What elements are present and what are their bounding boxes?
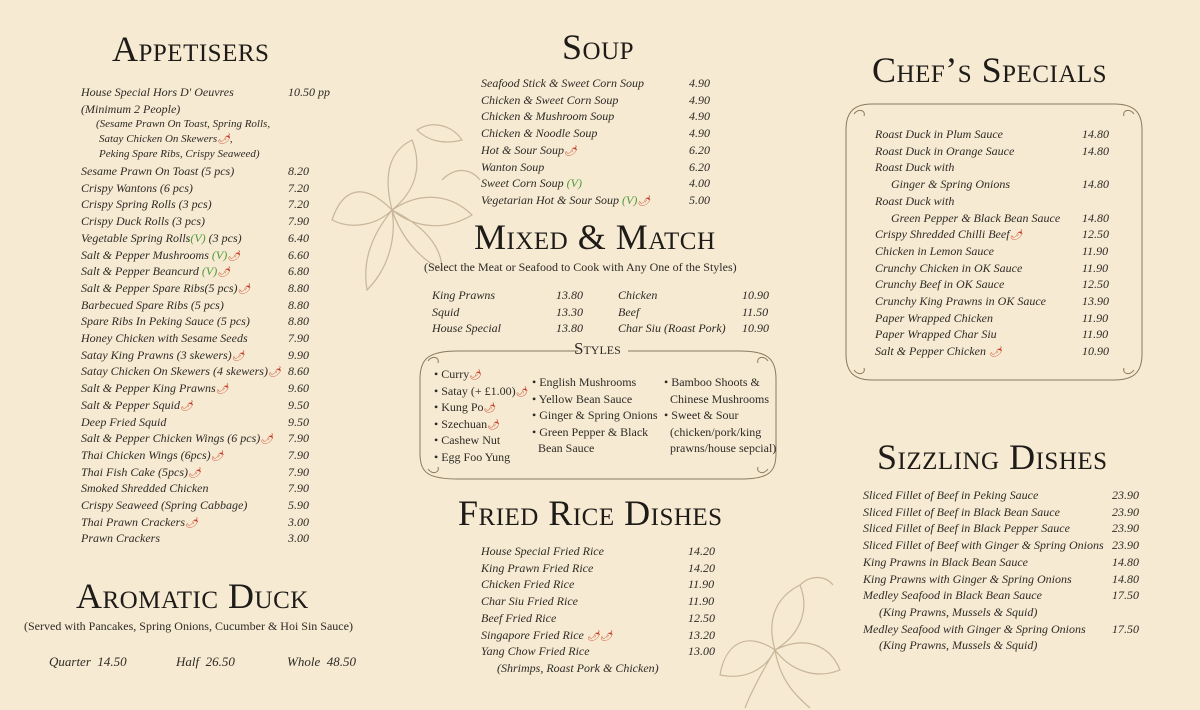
style-option: • Yellow Bean Sauce — [532, 391, 633, 406]
item-price: 4.00 — [689, 176, 710, 191]
item-name-text: Wanton Soup — [481, 159, 545, 174]
item-price: 13.30 — [556, 304, 583, 319]
item-price: 7.90 — [288, 431, 309, 446]
section-title-soup: Soup — [562, 27, 635, 67]
item-name — [481, 593, 578, 610]
chili-pepper-icon: 🌶 — [237, 283, 251, 295]
item-name-text: King Prawns with Ginger & Spring Onions — [863, 571, 1072, 586]
section-title-aromatic-duck: Aromatic Duck — [76, 576, 309, 616]
item-price: 11.90 — [1082, 260, 1109, 275]
style-option: • Green Pepper & Black — [532, 424, 649, 439]
item-name — [863, 571, 1072, 588]
item-name — [863, 554, 1028, 571]
item-name-text: House Special — [432, 321, 501, 336]
item-name-text: Crunchy Chicken in OK Sauce — [875, 260, 1023, 275]
chili-pepper-icon: 🌶 — [483, 403, 497, 415]
item-name-text: Prawn Crackers — [81, 531, 160, 546]
item-name — [481, 576, 574, 593]
item-name — [432, 320, 501, 337]
style-option: • Sweet & Sour — [664, 408, 739, 423]
appetiser-note: Satay Chicken On Skewers🌶, — [99, 133, 233, 145]
style-option: • Cashew Nut — [434, 433, 501, 448]
section-title-mixed-match: Mixed & Match — [474, 217, 716, 257]
item-price: 11.50 — [742, 304, 769, 319]
item-name — [481, 643, 590, 660]
item-name — [863, 537, 1104, 554]
item-name — [875, 143, 1014, 160]
item-name — [875, 293, 1046, 310]
item-name — [879, 604, 1037, 621]
item-price: 3.00 — [288, 531, 309, 546]
item-name-text: Vegetarian Hot & Sour Soup — [481, 192, 622, 207]
item-price: 10.50 pp — [288, 85, 330, 99]
item-price: 13.80 — [556, 321, 583, 336]
style-option: (chicken/pork/king — [664, 424, 762, 439]
item-price: 10.90 — [742, 321, 769, 336]
item-name — [891, 210, 1060, 227]
rice-note: (Shrimps, Roast Pork & Chicken) — [497, 660, 659, 675]
item-name-text: Roast Duck with — [875, 160, 955, 175]
appetiser-note: (Sesame Prawn On Toast, Spring Rolls, — [96, 118, 271, 130]
item-price: 8.80 — [288, 314, 309, 329]
item-name — [481, 560, 593, 577]
item-price: 8.80 — [288, 280, 309, 295]
item-name — [481, 192, 650, 211]
item-name-text: Beef — [618, 304, 640, 319]
item-price: 11.90 — [1082, 243, 1109, 258]
item-name — [863, 504, 1060, 521]
item-name-text: Salt & Pepper Spare Ribs(5 pcs) — [81, 280, 238, 295]
chili-pepper-icon: 🌶 — [215, 384, 229, 396]
item-name — [81, 480, 209, 497]
item-name-text: (King Prawns, Mussels & Squid) — [879, 604, 1038, 619]
chili-pepper-icon: 🌶 — [1009, 230, 1023, 242]
item-name-text: Medley Seafood in Black Bean Sauce — [863, 588, 1042, 603]
duck-note: (Served with Pancakes, Spring Onions, Cucumber & Hoi Sin Sauce) — [24, 619, 353, 633]
item-name-text: Chicken — [618, 288, 658, 302]
item-price: 6.40 — [288, 230, 309, 245]
item-name-text: Sesame Prawn On Toast (5 pcs) — [81, 164, 235, 178]
item-name — [481, 543, 604, 560]
item-name-text: Vegetable Spring Rolls — [81, 230, 191, 245]
item-price: 4.90 — [689, 76, 710, 90]
item-name — [481, 108, 614, 125]
item-name-text: Sliced Fillet of Beef in Black Bean Sauce — [863, 504, 1060, 519]
style-option: • Curry🌶 — [434, 367, 482, 381]
style-option: prawns/house sepcial) — [664, 441, 777, 456]
item-price: 11.90 — [1082, 327, 1109, 342]
item-price: 14.80 — [1112, 554, 1139, 569]
item-name-text: Deep Fried Squid — [81, 414, 167, 429]
style-option: • Satay (+ £1.00)🌶 — [434, 383, 529, 398]
chili-pepper-icon: 🌶 — [515, 386, 529, 398]
item-price: 12.50 — [688, 610, 715, 625]
chili-pepper-icon: 🌶 — [217, 134, 230, 145]
chili-pepper-icon: 🌶 — [231, 350, 245, 362]
item-name-text: Crunchy King Prawns in OK Sauce — [875, 294, 1046, 308]
item-name-text: Ginger & Spring Onions — [891, 177, 1011, 192]
chili-pepper-icon: 🌶 — [185, 517, 198, 529]
portion-price: 14.50 — [90, 654, 127, 669]
item-name — [432, 287, 495, 304]
item-name — [875, 326, 997, 343]
item-price: 7.90 — [288, 447, 309, 462]
item-name-text: Chicken & Noodle Soup — [481, 126, 598, 141]
item-name-text: Paper Wrapped Char Siu — [875, 327, 997, 342]
item-name — [81, 414, 166, 431]
item-name-text: Thai Prawn Crackers — [81, 514, 186, 529]
item-name-text: King Prawn Fried Rice — [481, 560, 594, 575]
style-option: • Bamboo Shoots & — [664, 375, 760, 389]
item-price: 4.90 — [689, 126, 710, 141]
item-name-text: Salt & Pepper Mushrooms — [81, 247, 212, 262]
item-price: 9.90 — [288, 347, 309, 362]
chili-pepper-icon: 🌶🌶 — [586, 630, 613, 642]
item-name-text: Crispy Spring Rolls (3 pcs) — [81, 197, 212, 212]
item-name — [618, 287, 657, 304]
item-price: 5.90 — [288, 498, 309, 512]
chili-pepper-icon: 🌶 — [217, 267, 230, 279]
style-option: Chinese Mushrooms — [664, 391, 769, 406]
item-price: 10.90 — [742, 288, 769, 302]
item-price: 14.80 — [1082, 127, 1109, 141]
item-price: 14.80 — [1112, 571, 1139, 586]
item-price: 9.50 — [288, 414, 309, 429]
item-name — [875, 260, 1022, 277]
item-name-text: Green Pepper & Black Bean Sauce — [891, 210, 1061, 225]
item-name-text: Sliced Fillet of Beef in Black Pepper Sauce — [863, 521, 1070, 536]
item-name-text: (King Prawns, Mussels & Squid) — [879, 638, 1038, 653]
item-name — [863, 487, 1038, 504]
item-name — [81, 213, 205, 230]
item-name-text: Salt & Pepper Squid — [81, 397, 180, 412]
item-price: 23.90 — [1112, 538, 1139, 553]
item-name — [863, 520, 1070, 537]
item-name — [81, 163, 234, 180]
chili-pepper-icon: 🌶 — [469, 370, 482, 381]
item-name-text: Chicken Fried Rice — [481, 577, 575, 592]
veg-badge: (V) — [566, 176, 582, 191]
item-name-text: Sliced Fillet of Beef in Peking Sauce — [863, 488, 1039, 502]
chili-pepper-icon: 🌶 — [487, 419, 500, 431]
item-name-text: Crispy Wantons (6 pcs) — [81, 180, 193, 195]
chili-pepper-icon: 🌶 — [267, 367, 281, 379]
item-name — [481, 159, 544, 176]
item-name — [891, 176, 1010, 193]
item-name — [875, 159, 954, 176]
item-price: 12.50 — [1082, 227, 1109, 242]
item-name — [81, 180, 193, 197]
item-name — [81, 196, 212, 213]
item-name-text: Salt & Pepper Chicken — [875, 344, 989, 359]
item-name-text: Salt & Pepper Chicken Wings (6 pcs) — [81, 431, 261, 446]
item-name-text: Char Siu (Roast Pork) — [618, 321, 726, 336]
item-price: 9.50 — [288, 397, 309, 412]
item-price: 13.20 — [688, 627, 715, 642]
item-price: 23.90 — [1112, 521, 1139, 536]
item-name — [618, 304, 639, 321]
duck-portion — [49, 654, 127, 671]
item-price: 8.60 — [288, 364, 309, 379]
item-name — [863, 621, 1086, 638]
item-name-text: Satay Chicken On Skewers (4 skewers) — [81, 364, 268, 379]
item-name — [863, 587, 1042, 604]
item-price: 6.80 — [288, 264, 309, 279]
item-name-text: Squid — [432, 304, 460, 319]
item-name — [875, 193, 954, 210]
item-name — [875, 126, 1003, 143]
item-price: 14.80 — [1082, 143, 1109, 158]
item-name-text: House Special Fried Rice — [481, 544, 604, 558]
style-option: • Kung Po🌶 — [434, 400, 497, 415]
item-name-text: Barbecued Spare Ribs (5 pcs) — [81, 297, 224, 312]
chili-pepper-icon: 🌶 — [180, 400, 193, 412]
item-price: 11.90 — [688, 577, 715, 592]
magnolia-flower-illustration — [705, 570, 845, 710]
veg-badge: (V) — [211, 247, 228, 262]
item-name — [81, 313, 250, 330]
item-name-text: Seafood Stick & Sweet Corn Soup — [481, 76, 644, 90]
item-price: 11.90 — [1082, 310, 1109, 325]
item-name — [879, 637, 1037, 654]
item-price: 10.90 — [1082, 344, 1109, 359]
appetiser-header-line: (Minimum 2 People) — [81, 102, 181, 116]
item-name-text: Singapore Fried Rice — [481, 627, 587, 642]
styles-title: Styles — [574, 339, 621, 358]
item-price: 23.90 — [1112, 488, 1139, 502]
item-name-text: Smoked Shredded Chicken — [81, 481, 209, 496]
item-name — [875, 343, 1002, 362]
item-name-text: Sweet Corn Soup — [481, 176, 567, 191]
item-name-text: Char Siu Fried Rice — [481, 594, 578, 609]
item-price: 7.20 — [288, 180, 309, 195]
item-name — [481, 92, 618, 109]
item-price: 12.50 — [1082, 277, 1109, 292]
item-name-suffix: (3 pcs) — [205, 230, 242, 245]
item-name-text: Crispy Shredded Chilli Beef — [875, 227, 1010, 242]
item-price: 7.90 — [288, 481, 309, 496]
item-name-text: Satay King Prawns (3 skewers) — [81, 347, 232, 362]
section-title-chefs-specials: Chef’s Specials — [872, 50, 1108, 90]
item-price: 13.00 — [688, 644, 715, 659]
style-option: • English Mushrooms — [532, 375, 637, 389]
chili-pepper-icon: 🌶 — [988, 347, 1002, 359]
item-name — [875, 276, 1004, 293]
item-price: 6.20 — [689, 142, 710, 157]
item-name-text: Spare Ribs In Peking Sauce (5 pcs) — [81, 314, 250, 329]
item-price: 8.80 — [288, 297, 309, 312]
chili-pepper-icon: 🌶 — [637, 195, 651, 207]
item-name-text: Roast Duck in Plum Sauce — [875, 127, 1003, 141]
item-name-text: Crispy Duck Rolls (3 pcs) — [81, 214, 205, 229]
portion-label: Quarter — [49, 654, 91, 669]
item-name-text: Hot & Sour Soup — [481, 142, 565, 157]
item-name-text: Thai Fish Cake (5pcs) — [81, 464, 188, 479]
veg-badge: (V) — [201, 264, 218, 279]
item-price: 7.90 — [288, 214, 309, 229]
item-price: 11.90 — [688, 594, 715, 609]
item-name-text: Honey Chicken with Sesame Seeds — [81, 331, 248, 345]
section-title-fried-rice: Fried Rice Dishes — [458, 493, 723, 533]
style-option: Bean Sauce — [532, 441, 595, 456]
appetiser-note: Peking Spare Ribs, Crispy Seaweed) — [99, 148, 260, 160]
item-price: 3.00 — [288, 514, 309, 529]
chili-pepper-icon: 🌶 — [564, 145, 577, 157]
item-name — [618, 320, 726, 337]
duck-portion — [176, 654, 235, 671]
item-price: 6.60 — [288, 247, 309, 262]
item-name — [481, 175, 582, 192]
item-name-text: King Prawns in Black Bean Sauce — [863, 554, 1028, 569]
item-price: 7.90 — [288, 331, 309, 345]
chili-pepper-icon: 🌶 — [210, 450, 224, 462]
item-name — [481, 75, 644, 92]
chili-pepper-icon: 🌶 — [188, 467, 201, 479]
item-name-text: Chicken & Sweet Corn Soup — [481, 92, 619, 107]
item-name — [81, 297, 224, 314]
item-price: 6.20 — [689, 159, 710, 174]
item-name-text: Yang Chow Fried Rice — [481, 644, 590, 659]
item-price: 8.20 — [288, 164, 309, 178]
style-option: • Ginger & Spring Onions — [532, 408, 658, 423]
item-name — [81, 330, 248, 347]
chili-pepper-icon: 🌶 — [227, 250, 240, 262]
item-name-text: Roast Duck in Orange Sauce — [875, 143, 1015, 158]
item-price: 13.90 — [1082, 294, 1109, 308]
mixed-note: (Select the Meat or Seafood to Cook with Any One of the Styles) — [424, 260, 737, 274]
item-price: 7.90 — [288, 464, 309, 479]
duck-portion — [287, 654, 356, 671]
item-price: 23.90 — [1112, 504, 1139, 519]
item-name-text: Roast Duck with — [875, 193, 955, 208]
item-price: 17.50 — [1112, 621, 1139, 636]
item-price: 7.20 — [288, 197, 309, 212]
item-price: 17.50 — [1112, 588, 1139, 603]
item-name — [481, 125, 597, 142]
item-name-text: Crunchy Beef in OK Sauce — [875, 277, 1005, 292]
item-name-text: Salt & Pepper Beancurd — [81, 264, 202, 279]
item-price: 9.60 — [288, 381, 309, 396]
item-price: 14.80 — [1082, 210, 1109, 225]
portion-price: 26.50 — [199, 654, 235, 669]
item-price: 14.80 — [1082, 177, 1109, 192]
section-title-appetisers: Appetisers — [112, 29, 270, 69]
portion-label: Half — [176, 654, 200, 669]
section-title-sizzling: Sizzling Dishes — [877, 437, 1108, 477]
item-name-text: Paper Wrapped Chicken — [875, 310, 993, 325]
item-name-text: Thai Chicken Wings (6pcs) — [81, 447, 211, 462]
item-name-text: Chicken & Mushroom Soup — [481, 109, 615, 124]
chili-pepper-icon: 🌶 — [260, 434, 273, 446]
appetiser-header-line: House Special Hors D' Oeuvres — [81, 85, 234, 99]
item-name-text: Medley Seafood with Ginger & Spring Onions — [863, 621, 1086, 636]
portion-label: Whole — [287, 654, 321, 669]
portion-price: 48.50 — [320, 654, 356, 669]
item-name — [81, 497, 247, 514]
item-name — [481, 610, 556, 627]
item-price: 14.20 — [688, 544, 715, 558]
item-name-text: Sliced Fillet of Beef with Ginger & Spring Onions — [863, 538, 1104, 553]
item-name — [875, 310, 993, 327]
style-option: • Egg Foo Yung — [434, 450, 511, 464]
item-name — [81, 230, 242, 247]
item-name-text: Salt & Pepper King Prawns — [81, 381, 216, 396]
style-option: • Szechuan🌶 — [434, 416, 500, 431]
veg-badge: (V) — [622, 192, 638, 207]
veg-badge: (V) — [190, 230, 206, 245]
item-name-text: Beef Fried Rice — [481, 610, 557, 625]
item-price: 4.90 — [689, 92, 710, 107]
item-name-text: Chicken in Lemon Sauce — [875, 243, 994, 258]
item-name — [875, 243, 994, 260]
item-name-text: King Prawns — [432, 288, 496, 302]
item-name-text: Crispy Seaweed (Spring Cabbage) — [81, 498, 248, 512]
item-price: 14.20 — [688, 560, 715, 575]
item-price: 5.00 — [689, 192, 710, 207]
item-name — [81, 530, 160, 547]
item-name — [432, 304, 459, 321]
item-price: 13.80 — [556, 288, 583, 302]
item-price: 4.90 — [689, 109, 710, 124]
